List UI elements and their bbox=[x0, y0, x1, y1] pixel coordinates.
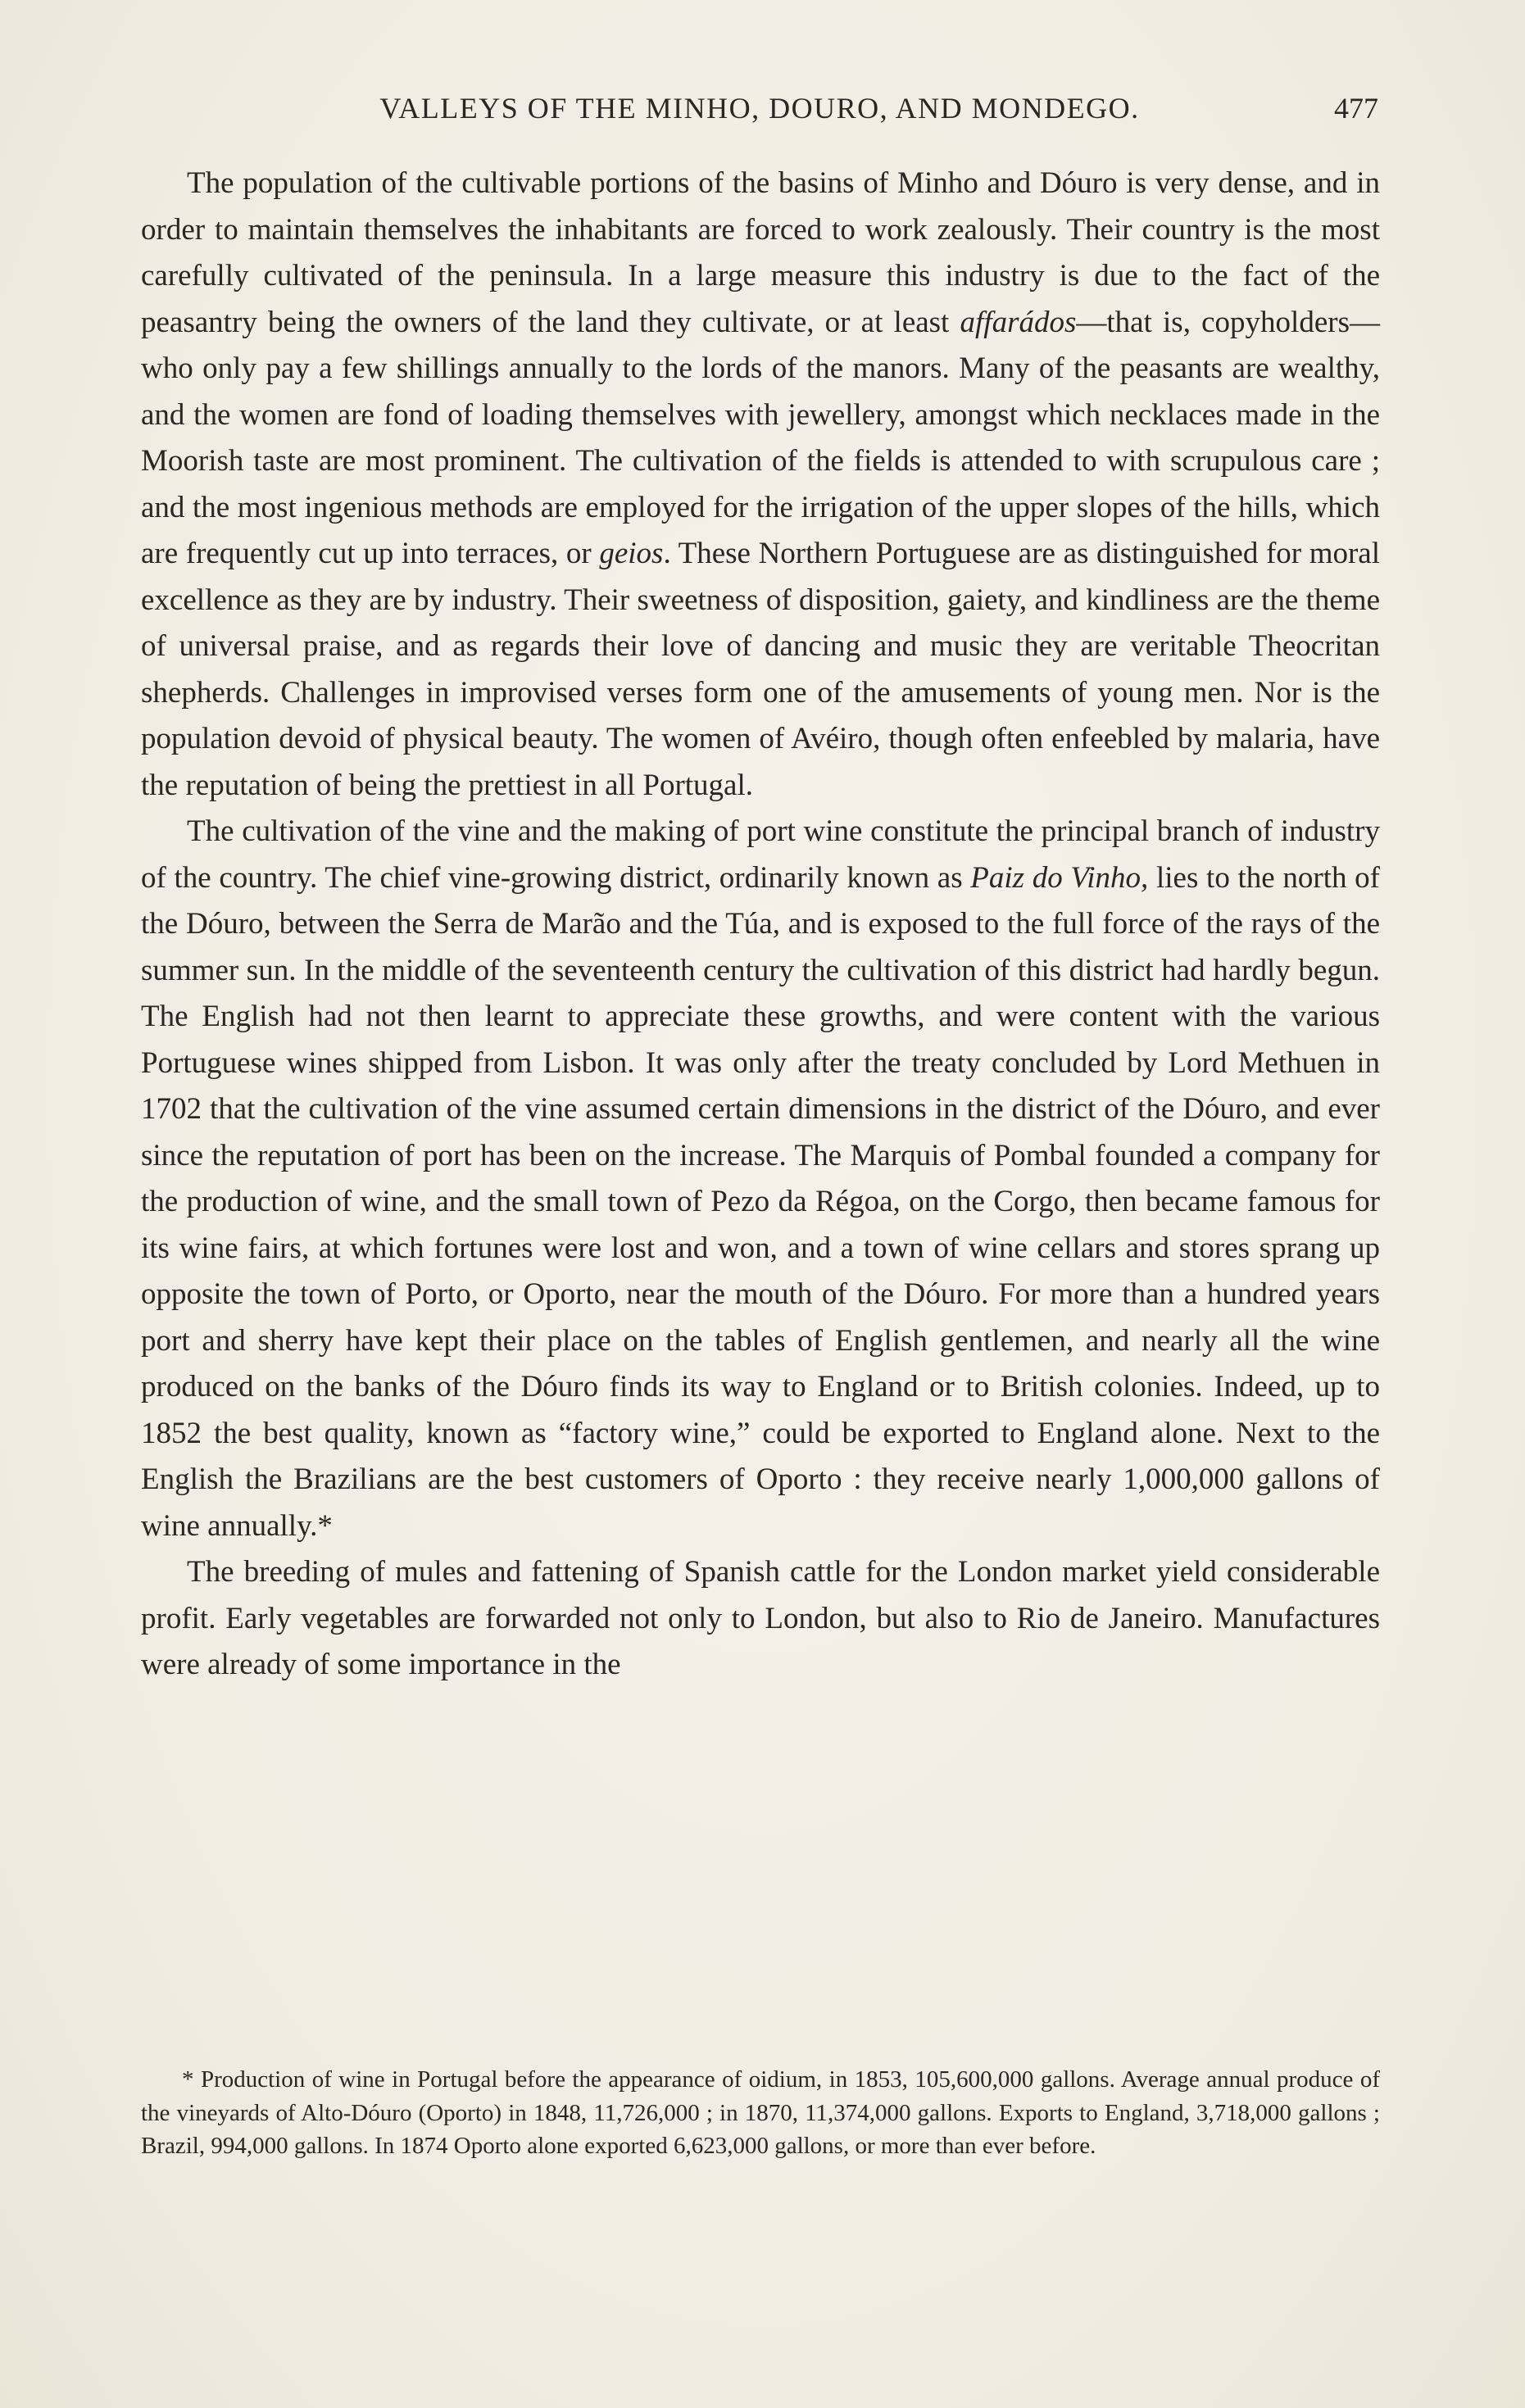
text-run: . These Northern Portuguese are as distinguished for moral excellence as they are by industry. Their sweetness of disposition, gaiety, and kindliness are the theme of universal praise, and as regards their love of dancing and music they are veritable Theocritan shepherds. Challenges in improvised verses form one of the amusements of young men. Nor is the population devoid of physical beauty. The women of Avéiro, though often enfeebled by malaria, have the reputation of being the prettiest in all Portugal. bbox=[141, 537, 1380, 802]
text-run: —that is, copyholders—who only pay a few shillings annually to the lords of the manors. Many of the peasants are wealthy, and the women are fond of loading themselves with jewellery, amongst which necklaces made in the Moorish taste are most prominent. The cultivation of the fields is attended to with scrupulous care ; and the most ingenious methods are employed for the irrigation of the upper slopes of the hills, which are frequently cut up into terraces, or bbox=[141, 305, 1380, 570]
running-head bbox=[141, 88, 1378, 128]
text-run: The population of the cultivable portions of the basins of Minho and Dóuro is very dense, and in order to maintain themselves the inhabitants are forced to work zealously. Their country is the most carefully cultivated of the peninsula. In a large measure this industry is due to the fact of the peasantry being the owners of the land they cultivate, or at least bbox=[141, 166, 1380, 339]
text-run: The cultivation of the vine and the making of port wine constitute the principal branch of industry of the country. The chief vine-growing district, ordinarily known as bbox=[141, 814, 1380, 895]
page-number: 477 bbox=[1334, 92, 1378, 125]
body-text bbox=[141, 161, 1380, 1689]
italic-term: Paiz do Vinho, bbox=[970, 860, 1149, 895]
text-run: lies to the north of the Dóuro, between the Serra de Marão and the Túa, and is exposed to the full force of the rays of the summer sun. In the middle of the seventeenth century the cultivation of this district had hardly begun. The English had not then learnt to appreciate these growths, and were content with the various Portuguese wines shipped from Lisbon. It was only after the treaty concluded by Lord Methuen in 1702 that the cultivation of the vine assumed certain dimensions in the district of the Dóuro, and ever since the reputation of port has been on the increase. The Marquis of Pombal founded a company for the production of wine, and the small town of Pezo da Régoa, on the Corgo, then became famous for its wine fairs, at which fortunes were lost and won, and a town of wine cellars and stores sprang up opposite the town of Porto, or Oporto, near the mouth of the Dóuro. For more than a hundred years port and sherry have kept their place on the tables of English gentlemen, and nearly all the wine produced on the banks of the Dóuro finds its way to England or to British colonies. Indeed, up to 1852 the best quality, known as “factory wine,” could be exported to England alone. Next to the English the Brazilians are the best customers of Oporto : they receive nearly 1,000,000 gallons of wine annually.* bbox=[141, 860, 1380, 1543]
paragraph-vine-cultivation bbox=[141, 809, 1380, 1549]
italic-term: affarádos bbox=[960, 305, 1077, 339]
paragraph-population bbox=[141, 161, 1380, 809]
footnotes bbox=[141, 2063, 1380, 2163]
running-title: VALLEYS OF THE MINHO, DOURO, AND MONDEGO. bbox=[379, 92, 1140, 125]
italic-term: geios bbox=[599, 537, 664, 570]
footnote-wine-production: * Production of wine in Portugal before the appearance of oidium, in 1853, 105,600,000 gallons. Average annual produce of the vineyards of Alto-Dóuro (Oporto) in 1848, 11,726,000 ; in 1870, 11,374,000 gallons. Exports to England, 3,718,000 gallons ; Brazil, 994,000 gallons. In 1874 Oporto alone exported 6,623,000 gallons, or more than ever before. bbox=[141, 2066, 1380, 2159]
paragraph-breeding: The breeding of mules and fattening of Spanish cattle for the London market yield considerable profit. Early vegetables are forwarded not only to London, but also to Rio de Janeiro. Manufactures were already of some importance in the bbox=[141, 1555, 1380, 1681]
